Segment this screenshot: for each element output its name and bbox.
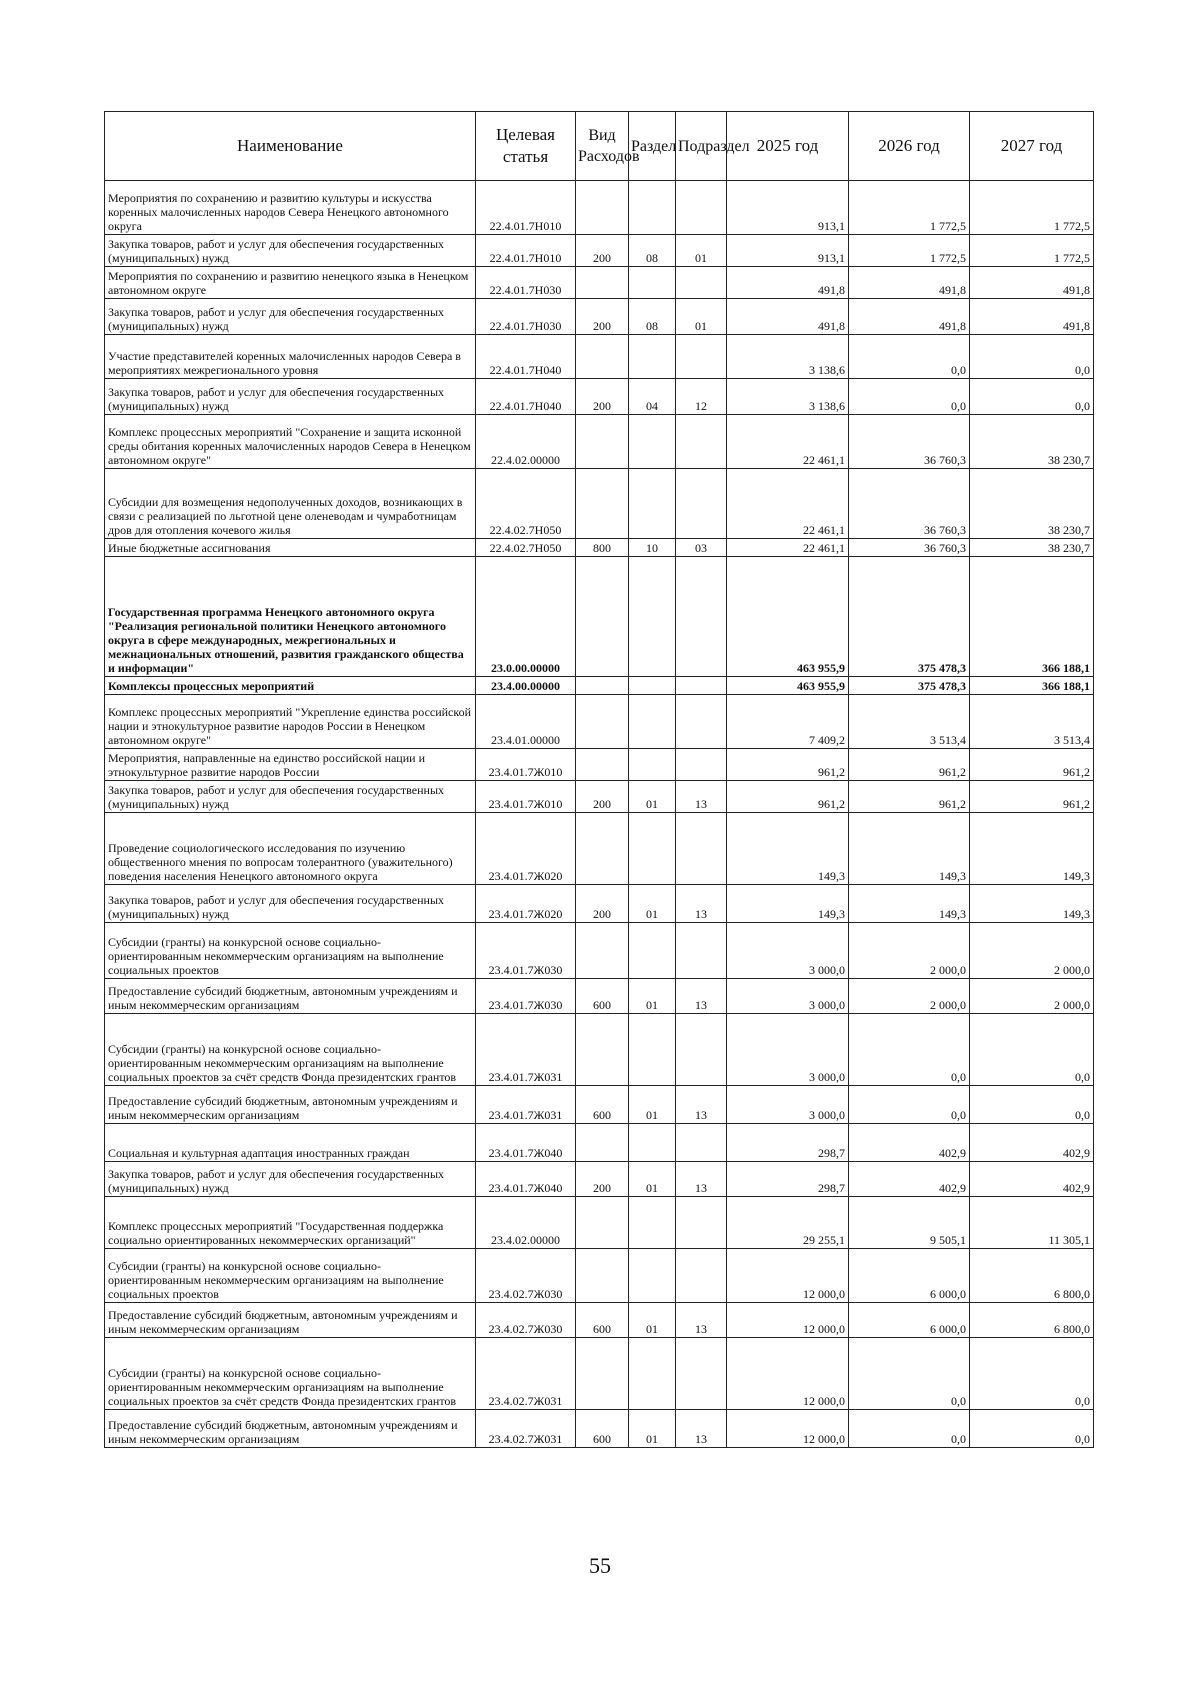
row-subsection bbox=[676, 695, 727, 749]
row-2026: 6 000,0 bbox=[849, 1303, 970, 1338]
row-kind bbox=[576, 1014, 629, 1086]
table-row bbox=[105, 1303, 1094, 1338]
row-name: Субсидии (гранты) на конкурсной основе социально-ориентированным некоммерческим организациям на выполнение социальных проектов за счёт средств Фонда президентских грантов bbox=[105, 1014, 476, 1086]
row-2027: 366 188,1 bbox=[970, 677, 1094, 695]
row-2026: 402,9 bbox=[849, 1124, 970, 1162]
row-2027: 0,0 bbox=[970, 1410, 1094, 1448]
row-2027: 11 305,1 bbox=[970, 1197, 1094, 1249]
table-row bbox=[105, 1338, 1094, 1410]
row-2025: 29 255,1 bbox=[727, 1197, 849, 1249]
row-target: 23.4.01.7Ж030 bbox=[476, 923, 576, 979]
row-2025: 22 461,1 bbox=[727, 469, 849, 539]
table-row bbox=[105, 379, 1094, 415]
row-kind: 800 bbox=[576, 539, 629, 557]
row-2026: 0,0 bbox=[849, 379, 970, 415]
row-subsection bbox=[676, 923, 727, 979]
row-target: 23.4.00.00000 bbox=[476, 677, 576, 695]
row-target: 23.4.02.7Ж031 bbox=[476, 1410, 576, 1448]
row-2027: 402,9 bbox=[970, 1162, 1094, 1197]
row-2026: 961,2 bbox=[849, 781, 970, 813]
row-2027: 3 513,4 bbox=[970, 695, 1094, 749]
row-target: 22.4.01.7Н040 bbox=[476, 335, 576, 379]
row-subsection bbox=[676, 415, 727, 469]
row-2027: 38 230,7 bbox=[970, 415, 1094, 469]
row-subsection bbox=[676, 181, 727, 235]
row-2026: 0,0 bbox=[849, 1014, 970, 1086]
row-2025: 961,2 bbox=[727, 749, 849, 781]
row-2027: 1 772,5 bbox=[970, 181, 1094, 235]
table-header-row bbox=[105, 112, 1094, 181]
row-subsection bbox=[676, 1197, 727, 1249]
row-target: 22.4.01.7Н030 bbox=[476, 267, 576, 299]
row-section bbox=[629, 1249, 676, 1303]
table-row bbox=[105, 781, 1094, 813]
row-kind: 200 bbox=[576, 379, 629, 415]
row-kind bbox=[576, 695, 629, 749]
row-subsection: 12 bbox=[676, 379, 727, 415]
row-name: Мероприятия по сохранению и развитию культуры и искусства коренных малочисленных народов Севера Ненецкого автономного округа bbox=[105, 181, 476, 235]
row-2025: 913,1 bbox=[727, 235, 849, 267]
row-2026: 36 760,3 bbox=[849, 539, 970, 557]
row-kind: 200 bbox=[576, 299, 629, 335]
row-subsection bbox=[676, 1249, 727, 1303]
row-name: Закупка товаров, работ и услуг для обеспечения государственных (муниципальных) нужд bbox=[105, 1162, 476, 1197]
row-subsection: 13 bbox=[676, 1303, 727, 1338]
table-row bbox=[105, 1124, 1094, 1162]
row-section: 01 bbox=[629, 1303, 676, 1338]
row-section bbox=[629, 1014, 676, 1086]
row-2025: 463 955,9 bbox=[727, 557, 849, 677]
row-subsection bbox=[676, 267, 727, 299]
table-row bbox=[105, 1249, 1094, 1303]
row-2026: 1 772,5 bbox=[849, 181, 970, 235]
row-target: 23.4.01.7Ж030 bbox=[476, 979, 576, 1014]
row-2027: 1 772,5 bbox=[970, 235, 1094, 267]
row-section: 01 bbox=[629, 781, 676, 813]
row-subsection: 13 bbox=[676, 979, 727, 1014]
row-2025: 463 955,9 bbox=[727, 677, 849, 695]
row-2025: 913,1 bbox=[727, 181, 849, 235]
row-2027: 491,8 bbox=[970, 299, 1094, 335]
row-subsection bbox=[676, 557, 727, 677]
row-2027: 38 230,7 bbox=[970, 539, 1094, 557]
table-row bbox=[105, 1410, 1094, 1448]
row-section: 08 bbox=[629, 299, 676, 335]
table-row bbox=[105, 1086, 1094, 1124]
row-name: Субсидии (гранты) на конкурсной основе социально-ориентированным некоммерческим организациям на выполнение социальных проектов bbox=[105, 923, 476, 979]
row-2026: 375 478,3 bbox=[849, 677, 970, 695]
row-2025: 3 138,6 bbox=[727, 379, 849, 415]
row-2025: 12 000,0 bbox=[727, 1338, 849, 1410]
row-target: 22.4.01.7Н010 bbox=[476, 235, 576, 267]
row-subsection: 13 bbox=[676, 885, 727, 923]
row-2027: 0,0 bbox=[970, 335, 1094, 379]
row-kind bbox=[576, 557, 629, 677]
row-kind bbox=[576, 1338, 629, 1410]
row-section bbox=[629, 415, 676, 469]
row-subsection bbox=[676, 335, 727, 379]
row-section bbox=[629, 557, 676, 677]
row-2025: 12 000,0 bbox=[727, 1249, 849, 1303]
row-name: Закупка товаров, работ и услуг для обеспечения государственных (муниципальных) нужд bbox=[105, 885, 476, 923]
row-2025: 22 461,1 bbox=[727, 415, 849, 469]
row-kind bbox=[576, 813, 629, 885]
header-2025: 2025 год bbox=[727, 112, 849, 181]
row-kind bbox=[576, 181, 629, 235]
row-2027: 0,0 bbox=[970, 1086, 1094, 1124]
row-target: 22.4.02.7Н050 bbox=[476, 469, 576, 539]
row-name: Социальная и культурная адаптация иностранных граждан bbox=[105, 1124, 476, 1162]
row-target: 23.4.01.7Ж020 bbox=[476, 813, 576, 885]
table-row bbox=[105, 1162, 1094, 1197]
table-row bbox=[105, 1197, 1094, 1249]
row-2027: 149,3 bbox=[970, 813, 1094, 885]
header-subsection: Подраздел bbox=[676, 112, 727, 181]
table-row bbox=[105, 557, 1094, 677]
row-target: 23.4.02.00000 bbox=[476, 1197, 576, 1249]
row-subsection: 13 bbox=[676, 1410, 727, 1448]
table-row bbox=[105, 539, 1094, 557]
row-section: 04 bbox=[629, 379, 676, 415]
row-target: 23.4.02.7Ж030 bbox=[476, 1303, 576, 1338]
row-2025: 298,7 bbox=[727, 1162, 849, 1197]
row-name: Комплекс процессных мероприятий "Государственная поддержка социально ориентированных некоммерческих организаций" bbox=[105, 1197, 476, 1249]
row-target: 23.4.01.00000 bbox=[476, 695, 576, 749]
row-subsection: 01 bbox=[676, 299, 727, 335]
table-row bbox=[105, 885, 1094, 923]
row-name: Предоставление субсидий бюджетным, автономным учреждениям и иным некоммерческим организациям bbox=[105, 1086, 476, 1124]
row-target: 23.0.00.00000 bbox=[476, 557, 576, 677]
row-kind bbox=[576, 677, 629, 695]
row-2026: 491,8 bbox=[849, 299, 970, 335]
row-kind: 200 bbox=[576, 235, 629, 267]
row-section bbox=[629, 813, 676, 885]
row-target: 22.4.01.7Н010 bbox=[476, 181, 576, 235]
row-2027: 6 800,0 bbox=[970, 1303, 1094, 1338]
row-2027: 0,0 bbox=[970, 379, 1094, 415]
row-2027: 961,2 bbox=[970, 749, 1094, 781]
table-row bbox=[105, 335, 1094, 379]
table-row bbox=[105, 695, 1094, 749]
budget-table bbox=[104, 111, 1094, 1448]
row-name: Закупка товаров, работ и услуг для обеспечения государственных (муниципальных) нужд bbox=[105, 781, 476, 813]
row-2027: 38 230,7 bbox=[970, 469, 1094, 539]
row-section: 08 bbox=[629, 235, 676, 267]
row-2026: 3 513,4 bbox=[849, 695, 970, 749]
row-subsection: 13 bbox=[676, 781, 727, 813]
row-name: Комплексы процессных мероприятий bbox=[105, 677, 476, 695]
row-kind: 600 bbox=[576, 979, 629, 1014]
row-target: 23.4.01.7Ж040 bbox=[476, 1124, 576, 1162]
row-2026: 0,0 bbox=[849, 1086, 970, 1124]
row-name: Государственная программа Ненецкого автономного округа "Реализация региональной политики Ненецкого автономного округа в сфере международных, межрегиональных и межнациональных отношений, развития гражданского общества и информации" bbox=[105, 557, 476, 677]
row-target: 22.4.01.7Н030 bbox=[476, 299, 576, 335]
row-2026: 0,0 bbox=[849, 335, 970, 379]
row-2026: 149,3 bbox=[849, 885, 970, 923]
header-2026: 2026 год bbox=[849, 112, 970, 181]
row-kind: 200 bbox=[576, 781, 629, 813]
row-2025: 491,8 bbox=[727, 299, 849, 335]
row-name: Комплекс процессных мероприятий "Укрепление единства российской нации и этнокультурное развитие народов России в Ненецком автономном округе" bbox=[105, 695, 476, 749]
row-kind: 200 bbox=[576, 1162, 629, 1197]
row-subsection bbox=[676, 749, 727, 781]
row-section bbox=[629, 181, 676, 235]
row-target: 22.4.02.7Н050 bbox=[476, 539, 576, 557]
row-target: 23.4.01.7Ж040 bbox=[476, 1162, 576, 1197]
row-section bbox=[629, 469, 676, 539]
row-section bbox=[629, 1197, 676, 1249]
row-name: Субсидии (гранты) на конкурсной основе социально-ориентированным некоммерческим организациям на выполнение социальных проектов за счёт средств Фонда президентских грантов bbox=[105, 1338, 476, 1410]
row-kind bbox=[576, 335, 629, 379]
table-row bbox=[105, 677, 1094, 695]
row-kind bbox=[576, 267, 629, 299]
row-2026: 375 478,3 bbox=[849, 557, 970, 677]
row-target: 22.4.02.00000 bbox=[476, 415, 576, 469]
table-row bbox=[105, 813, 1094, 885]
row-section bbox=[629, 1338, 676, 1410]
row-kind: 600 bbox=[576, 1303, 629, 1338]
row-2027: 491,8 bbox=[970, 267, 1094, 299]
row-section bbox=[629, 749, 676, 781]
row-section bbox=[629, 677, 676, 695]
row-2027: 2 000,0 bbox=[970, 923, 1094, 979]
row-target: 23.4.01.7Ж010 bbox=[476, 749, 576, 781]
row-2025: 22 461,1 bbox=[727, 539, 849, 557]
row-subsection: 13 bbox=[676, 1162, 727, 1197]
header-section: Раздел bbox=[629, 112, 676, 181]
table-row bbox=[105, 923, 1094, 979]
row-subsection bbox=[676, 1338, 727, 1410]
row-kind bbox=[576, 415, 629, 469]
header-kind: Вид Расходов bbox=[576, 112, 629, 181]
row-kind bbox=[576, 1249, 629, 1303]
row-section: 01 bbox=[629, 1162, 676, 1197]
row-target: 23.4.02.7Ж030 bbox=[476, 1249, 576, 1303]
row-2025: 3 000,0 bbox=[727, 1086, 849, 1124]
row-name: Мероприятия по сохранению и развитию ненецкого языка в Ненецком автономном округе bbox=[105, 267, 476, 299]
row-section bbox=[629, 923, 676, 979]
table-row bbox=[105, 299, 1094, 335]
row-kind bbox=[576, 1197, 629, 1249]
row-section: 10 bbox=[629, 539, 676, 557]
row-2025: 7 409,2 bbox=[727, 695, 849, 749]
row-2025: 298,7 bbox=[727, 1124, 849, 1162]
row-2025: 3 000,0 bbox=[727, 1014, 849, 1086]
row-name: Проведение социологического исследования по изучению общественного мнения по вопросам толерантного (уважительного) поведения населения Ненецкого автономного округа bbox=[105, 813, 476, 885]
row-2026: 0,0 bbox=[849, 1338, 970, 1410]
row-2025: 961,2 bbox=[727, 781, 849, 813]
row-target: 23.4.01.7Ж010 bbox=[476, 781, 576, 813]
row-name: Субсидии (гранты) на конкурсной основе социально-ориентированным некоммерческим организациям на выполнение социальных проектов bbox=[105, 1249, 476, 1303]
row-kind: 600 bbox=[576, 1086, 629, 1124]
row-target: 22.4.01.7Н040 bbox=[476, 379, 576, 415]
table-body bbox=[105, 181, 1094, 1448]
row-2027: 402,9 bbox=[970, 1124, 1094, 1162]
row-section: 01 bbox=[629, 979, 676, 1014]
header-target: Целевая статья bbox=[476, 112, 576, 181]
row-name: Субсидии для возмещения недополученных доходов, возникающих в связи с реализацией по льготной цене оленеводам и чумработницам дров для отопления кочевого жилья bbox=[105, 469, 476, 539]
table-row bbox=[105, 469, 1094, 539]
row-kind bbox=[576, 749, 629, 781]
row-2027: 0,0 bbox=[970, 1338, 1094, 1410]
row-kind bbox=[576, 923, 629, 979]
row-name: Мероприятия, направленные на единство российской нации и этнокультурное развитие народов России bbox=[105, 749, 476, 781]
row-target: 23.4.01.7Ж031 bbox=[476, 1086, 576, 1124]
row-name: Закупка товаров, работ и услуг для обеспечения государственных (муниципальных) нужд bbox=[105, 299, 476, 335]
row-section bbox=[629, 335, 676, 379]
row-2026: 149,3 bbox=[849, 813, 970, 885]
row-subsection bbox=[676, 677, 727, 695]
row-2026: 1 772,5 bbox=[849, 235, 970, 267]
header-2027: 2027 год bbox=[970, 112, 1094, 181]
table-row bbox=[105, 1014, 1094, 1086]
row-subsection bbox=[676, 813, 727, 885]
row-kind: 600 bbox=[576, 1410, 629, 1448]
row-2025: 149,3 bbox=[727, 813, 849, 885]
row-section: 01 bbox=[629, 885, 676, 923]
table-row bbox=[105, 181, 1094, 235]
row-2027: 6 800,0 bbox=[970, 1249, 1094, 1303]
row-2026: 9 505,1 bbox=[849, 1197, 970, 1249]
row-section: 01 bbox=[629, 1086, 676, 1124]
table-row bbox=[105, 235, 1094, 267]
row-2025: 12 000,0 bbox=[727, 1303, 849, 1338]
row-name: Закупка товаров, работ и услуг для обеспечения государственных (муниципальных) нужд bbox=[105, 235, 476, 267]
row-2025: 12 000,0 bbox=[727, 1410, 849, 1448]
row-2027: 366 188,1 bbox=[970, 557, 1094, 677]
row-2025: 3 000,0 bbox=[727, 923, 849, 979]
row-2026: 2 000,0 bbox=[849, 979, 970, 1014]
row-2027: 0,0 bbox=[970, 1014, 1094, 1086]
row-2026: 961,2 bbox=[849, 749, 970, 781]
row-2026: 0,0 bbox=[849, 1410, 970, 1448]
row-kind bbox=[576, 1124, 629, 1162]
row-name: Предоставление субсидий бюджетным, автономным учреждениям и иным некоммерческим организациям bbox=[105, 979, 476, 1014]
page-number: 55 bbox=[589, 1553, 611, 1578]
row-2025: 149,3 bbox=[727, 885, 849, 923]
row-subsection bbox=[676, 469, 727, 539]
table-row bbox=[105, 415, 1094, 469]
row-2025: 3 000,0 bbox=[727, 979, 849, 1014]
row-name: Предоставление субсидий бюджетным, автономным учреждениям и иным некоммерческим организациям bbox=[105, 1410, 476, 1448]
row-2026: 402,9 bbox=[849, 1162, 970, 1197]
row-2025: 3 138,6 bbox=[727, 335, 849, 379]
row-2027: 2 000,0 bbox=[970, 979, 1094, 1014]
row-subsection: 03 bbox=[676, 539, 727, 557]
row-kind: 200 bbox=[576, 885, 629, 923]
row-2027: 961,2 bbox=[970, 781, 1094, 813]
table-row bbox=[105, 979, 1094, 1014]
row-section: 01 bbox=[629, 1410, 676, 1448]
row-2026: 36 760,3 bbox=[849, 469, 970, 539]
row-name: Предоставление субсидий бюджетным, автономным учреждениям и иным некоммерческим организациям bbox=[105, 1303, 476, 1338]
row-name: Комплекс процессных мероприятий "Сохранение и защита исконной среды обитания коренных малочисленных народов Севера в Ненецком автономном округе" bbox=[105, 415, 476, 469]
row-name: Участие представителей коренных малочисленных народов Севера в мероприятиях межрегионального уровня bbox=[105, 335, 476, 379]
row-target: 23.4.01.7Ж020 bbox=[476, 885, 576, 923]
row-name: Иные бюджетные ассигнования bbox=[105, 539, 476, 557]
table-row bbox=[105, 749, 1094, 781]
row-subsection bbox=[676, 1124, 727, 1162]
row-2025: 491,8 bbox=[727, 267, 849, 299]
row-name: Закупка товаров, работ и услуг для обеспечения государственных (муниципальных) нужд bbox=[105, 379, 476, 415]
table-row bbox=[105, 267, 1094, 299]
row-section bbox=[629, 695, 676, 749]
row-subsection: 01 bbox=[676, 235, 727, 267]
header-name: Наименование bbox=[105, 112, 476, 181]
row-section bbox=[629, 267, 676, 299]
row-target: 23.4.01.7Ж031 bbox=[476, 1014, 576, 1086]
row-section bbox=[629, 1124, 676, 1162]
row-kind bbox=[576, 469, 629, 539]
row-subsection bbox=[676, 1014, 727, 1086]
row-2026: 2 000,0 bbox=[849, 923, 970, 979]
row-subsection: 13 bbox=[676, 1086, 727, 1124]
row-2026: 36 760,3 bbox=[849, 415, 970, 469]
row-2026: 6 000,0 bbox=[849, 1249, 970, 1303]
row-target: 23.4.02.7Ж031 bbox=[476, 1338, 576, 1410]
row-2027: 149,3 bbox=[970, 885, 1094, 923]
row-2026: 491,8 bbox=[849, 267, 970, 299]
